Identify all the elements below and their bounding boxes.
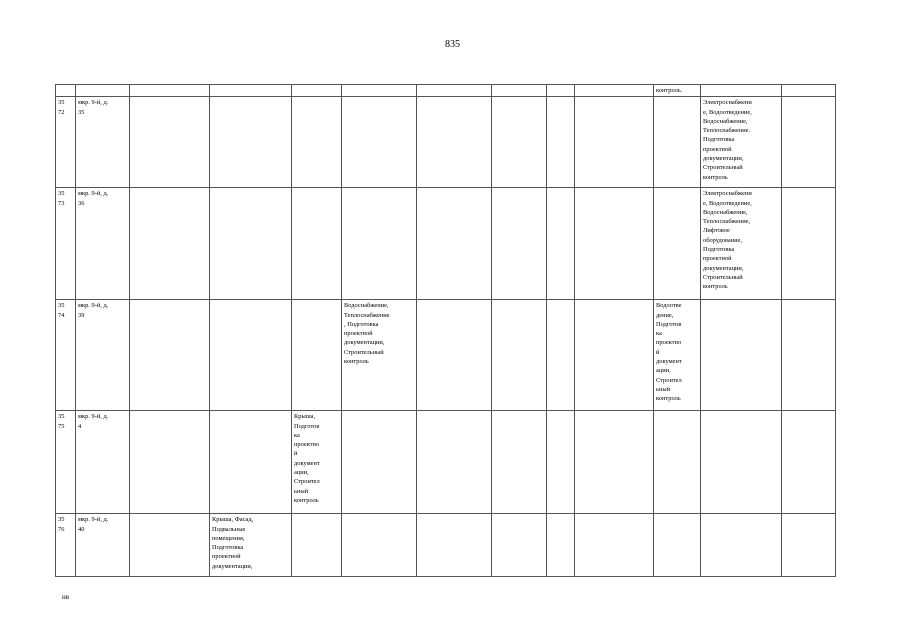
cell-works: Водоснабжение, Теплоснабжение , Подготовка проектной документации, Строительный контроль xyxy=(342,300,417,411)
row-number: 35 72 xyxy=(56,97,76,188)
table-row xyxy=(56,300,836,411)
footer-mark: нв xyxy=(62,593,70,601)
page-number: 835 xyxy=(445,39,460,50)
cell-works: Крыша, Фасад, Подвальные помещения, Подготовка проектной документации, xyxy=(210,514,292,577)
row-address: мкр. 9-й, д. 39 xyxy=(76,300,130,411)
cell-works: Крыша, Подготов ка проектно й документ ации, Строител ьный контроль xyxy=(292,411,342,514)
row-address: мкр. 9-й, д. 35 xyxy=(76,97,130,188)
table-row xyxy=(56,97,836,188)
works-table xyxy=(55,84,836,577)
row-address: мкр. 9-й, д. 4 xyxy=(76,411,130,514)
table-row xyxy=(56,85,836,97)
row-number: 35 76 xyxy=(56,514,76,577)
row-address: мкр. 9-й, д. 40 xyxy=(76,514,130,577)
row-address: мкр. 9-й, д. 36 xyxy=(76,188,130,300)
row-number: 35 75 xyxy=(56,411,76,514)
cell-works: Электроснабжени е, Водоотведение, Водоснабжение, Теплоснабжение. Подготовка проектной документации, Строительный контроль xyxy=(701,97,782,188)
table-row xyxy=(56,514,836,577)
cell-continued-text: контроль. xyxy=(654,85,701,97)
row-number: 35 74 xyxy=(56,300,76,411)
cell-works: Водоотве дение, Подготов ка проектно й документ ации, Строител ьный контроль xyxy=(654,300,701,411)
row-number: 35 73 xyxy=(56,188,76,300)
cell-works: Электроснабжени е, Водоотведение, Водоснабжение, Теплоснабжение, Лифтовое оборудование, Подготовка проектной документации, Строительный контроль xyxy=(701,188,782,300)
table-row xyxy=(56,411,836,514)
table-row xyxy=(56,188,836,300)
